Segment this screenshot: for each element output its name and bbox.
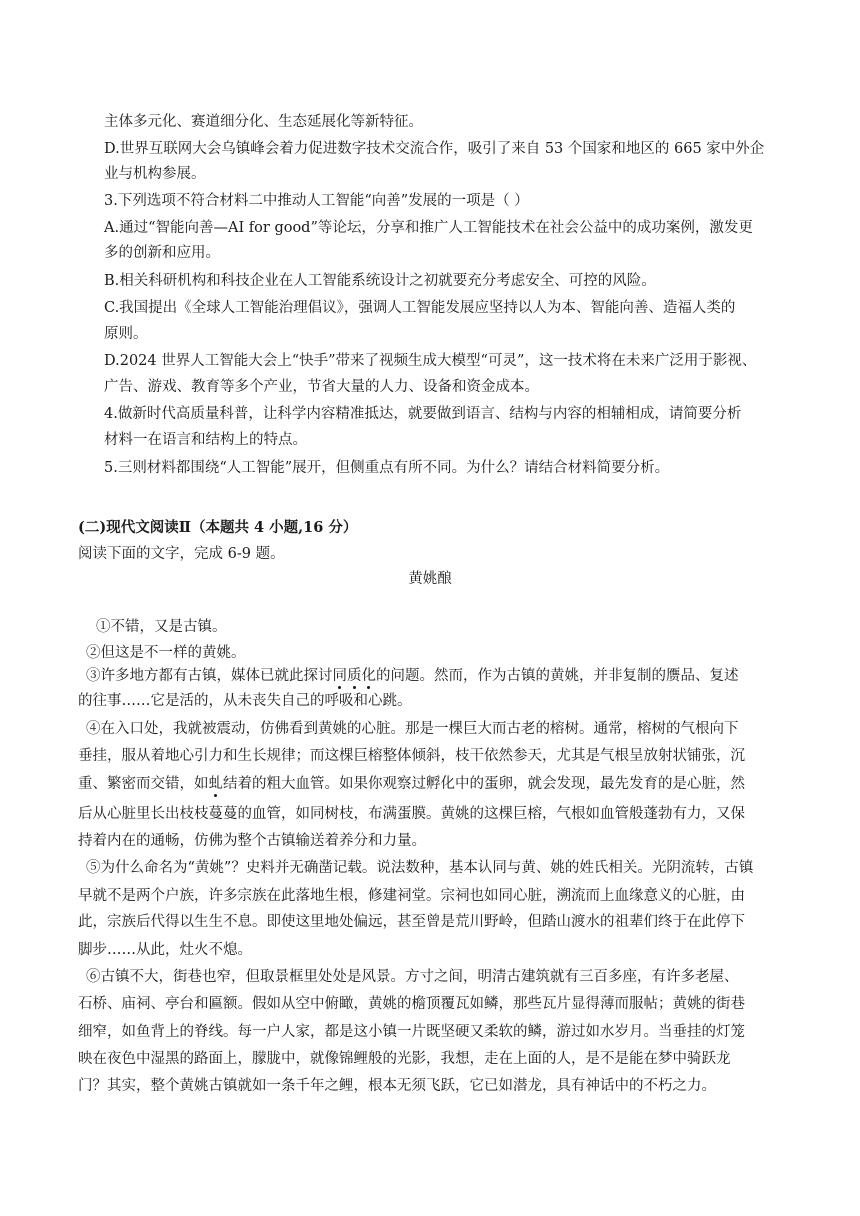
option-d-line-1: D.世界互联网大会乌镇峰会着力促进数字技术交流合作，吸引了来自 53 个国家和地区的 665 家中外企 [104,141,765,157]
paragraph-6-line-4: 映在夜色中湿黑的路面上，朦胧中，就像锦鲤般的光影，我想，走在上面的人，是不是能在梦中骑跃龙 [78,1051,731,1067]
paragraph-4-line-4: 后从心脏里长出枝枝蔓蔓的血管，如同树枝，布满蛋膜。黄姚的这棵巨榕，气根如血管般蓬勃有力，又保 [78,806,745,822]
question-3-option-c-line-1: C.我国提出《全球人工智能治理倡议》，强调人工智能发展应坚持以人为本、智能向善、造福人类的 [104,300,736,316]
paragraph-4-line-3-text-a: 重、繁密而交错，如 [78,776,209,792]
question-3-option-b: B.相关科研机构和科技企业在人工智能系统设计之初就要充分考虑安全、可控的风险。 [104,273,656,289]
question-3-option-c-line-2: 原则。 [104,326,148,342]
option-c-continuation: 主体多元化、赛道细分化、生态延展化等新特征。 [104,114,423,130]
paragraph-5-line-3: 此，宗族后代得以生生不息。即使这里地处偏远，甚至曾是荒川野岭，但踏山渡水的祖辈们终于在此停下 [78,914,745,930]
paragraph-6-line-2: 石桥、庙祠、亭台和匾额。假如从空中俯瞰，黄姚的檐顶覆瓦如鳞，那些瓦片显得薄而服帖；黄姚的街巷 [78,996,745,1012]
paragraph-5-line-2: 早就不是两个户族，许多宗族在此落地生根，修建祠堂。宗祠也如同心脏，溯流而上血缘意义的心脏，由 [78,888,745,904]
emphasis-character: 化 [361,668,376,684]
paragraph-4-line-2: 垂挂，服从着地心引力和生长规律；而这棵巨榕整体倾斜，枝干依然参天，尤其是气根呈放射状铺张，沉 [78,748,745,764]
paragraph-3-line-2: 的往事……它是活的，从未丧失自己的呼吸和心跳。 [78,693,412,709]
paragraph-4-line-3 [78,774,745,794]
paragraph-3-line-1-text-a: ③许多地方都有古镇，媒体已就此探讨 [86,668,333,684]
paragraph-6-line-1: ⑥古镇不大，街巷也窄，但取景框里处处是风景。方寸之间，明清古建筑就有三百多座，有许多老屋、 [86,969,739,985]
passage-title: 黄姚酿 [408,571,452,587]
paragraph-3-line-1-text-b: 的问题。然而，作为古镇的黄姚，并非复制的赝品、复述 [376,668,739,684]
paragraph-6-line-3: 细窄，如鱼背上的脊线。每一户人家，都是这小镇一片既坚硬又柔软的鳞，游过如水岁月。当垂挂的灯笼 [78,1024,745,1040]
paragraph-4-line-1: ④在入口处，我就被震动，仿佛看到黄姚的心脏。那是一棵巨大而古老的榕树。通常，榕树的气根向下 [86,721,739,737]
emphasis-character: 同 [332,668,347,684]
section-heading: (二)现代文阅读Ⅱ（本题共 4 小题,16 分） [78,519,358,536]
question-4-line-2: 材料一在语言和结构上的特点。 [104,432,307,448]
question-3-stem: 3.下列选项不符合材料二中推动人工智能“向善”发展的一项是（ ） [104,193,529,209]
paragraph-3-line-1 [86,666,739,686]
paragraph-2: ②但这是不一样的黄姚。 [86,645,246,661]
question-5: 5.三则材料都围绕“人工智能”展开，但侧重点有所不同。为什么？请结合材料简要分析。 [104,460,670,476]
paragraph-1: ①不错，又是古镇。 [96,619,227,635]
paragraph-5-line-1: ⑤为什么命名为“黄姚”？史料并无确凿记载。说法数种，基本认同与黄、姚的姓氏相关。光阴流转，古镇 [86,860,754,876]
paragraph-4-line-3-text-b: 结着的粗大血管。如果你观察过孵化中的蛋卵，就会发现，最先发育的是心脏，然 [223,776,745,792]
question-3-option-d-line-2: 广告、游戏、教育等多个产业，节省大量的人力、设备和资金成本。 [104,379,539,395]
reading-instruction: 阅读下面的文字，完成 6-9 题。 [78,546,285,562]
paragraph-4-line-5: 持着内在的通畅，仿佛为整个古镇输送着养分和力量。 [78,833,426,849]
emphasis-character: 虬 [208,776,223,792]
question-3-option-a-line-2: 多的创新和应用。 [104,245,220,261]
paragraph-5-line-4: 脚步……从此，灶火不熄。 [78,942,252,958]
option-d-line-2: 业与机构参展。 [104,166,206,182]
emphasis-character: 质 [347,668,362,684]
question-4-line-1: 4.做新时代高质量科普，让科学内容精准抵达，就要做到语言、结构与内容的相辅相成，请简要分析 [104,406,742,422]
paragraph-6-line-5: 门？其实，整个黄姚古镇就如一条千年之鲤，根本无须飞跃，它已如潜龙，具有神话中的不朽之力。 [78,1078,716,1094]
question-3-option-d-line-1: D.2024 世界人工智能大会上“快手”带来了视频生成大模型“可灵”，这一技术将在未来广泛用于影视、 [104,353,757,369]
question-3-option-a-line-1: A.通过“智能向善—AI for good”等论坛，分享和推广人工智能技术在社会公益中的成功案例，激发更 [104,220,753,236]
